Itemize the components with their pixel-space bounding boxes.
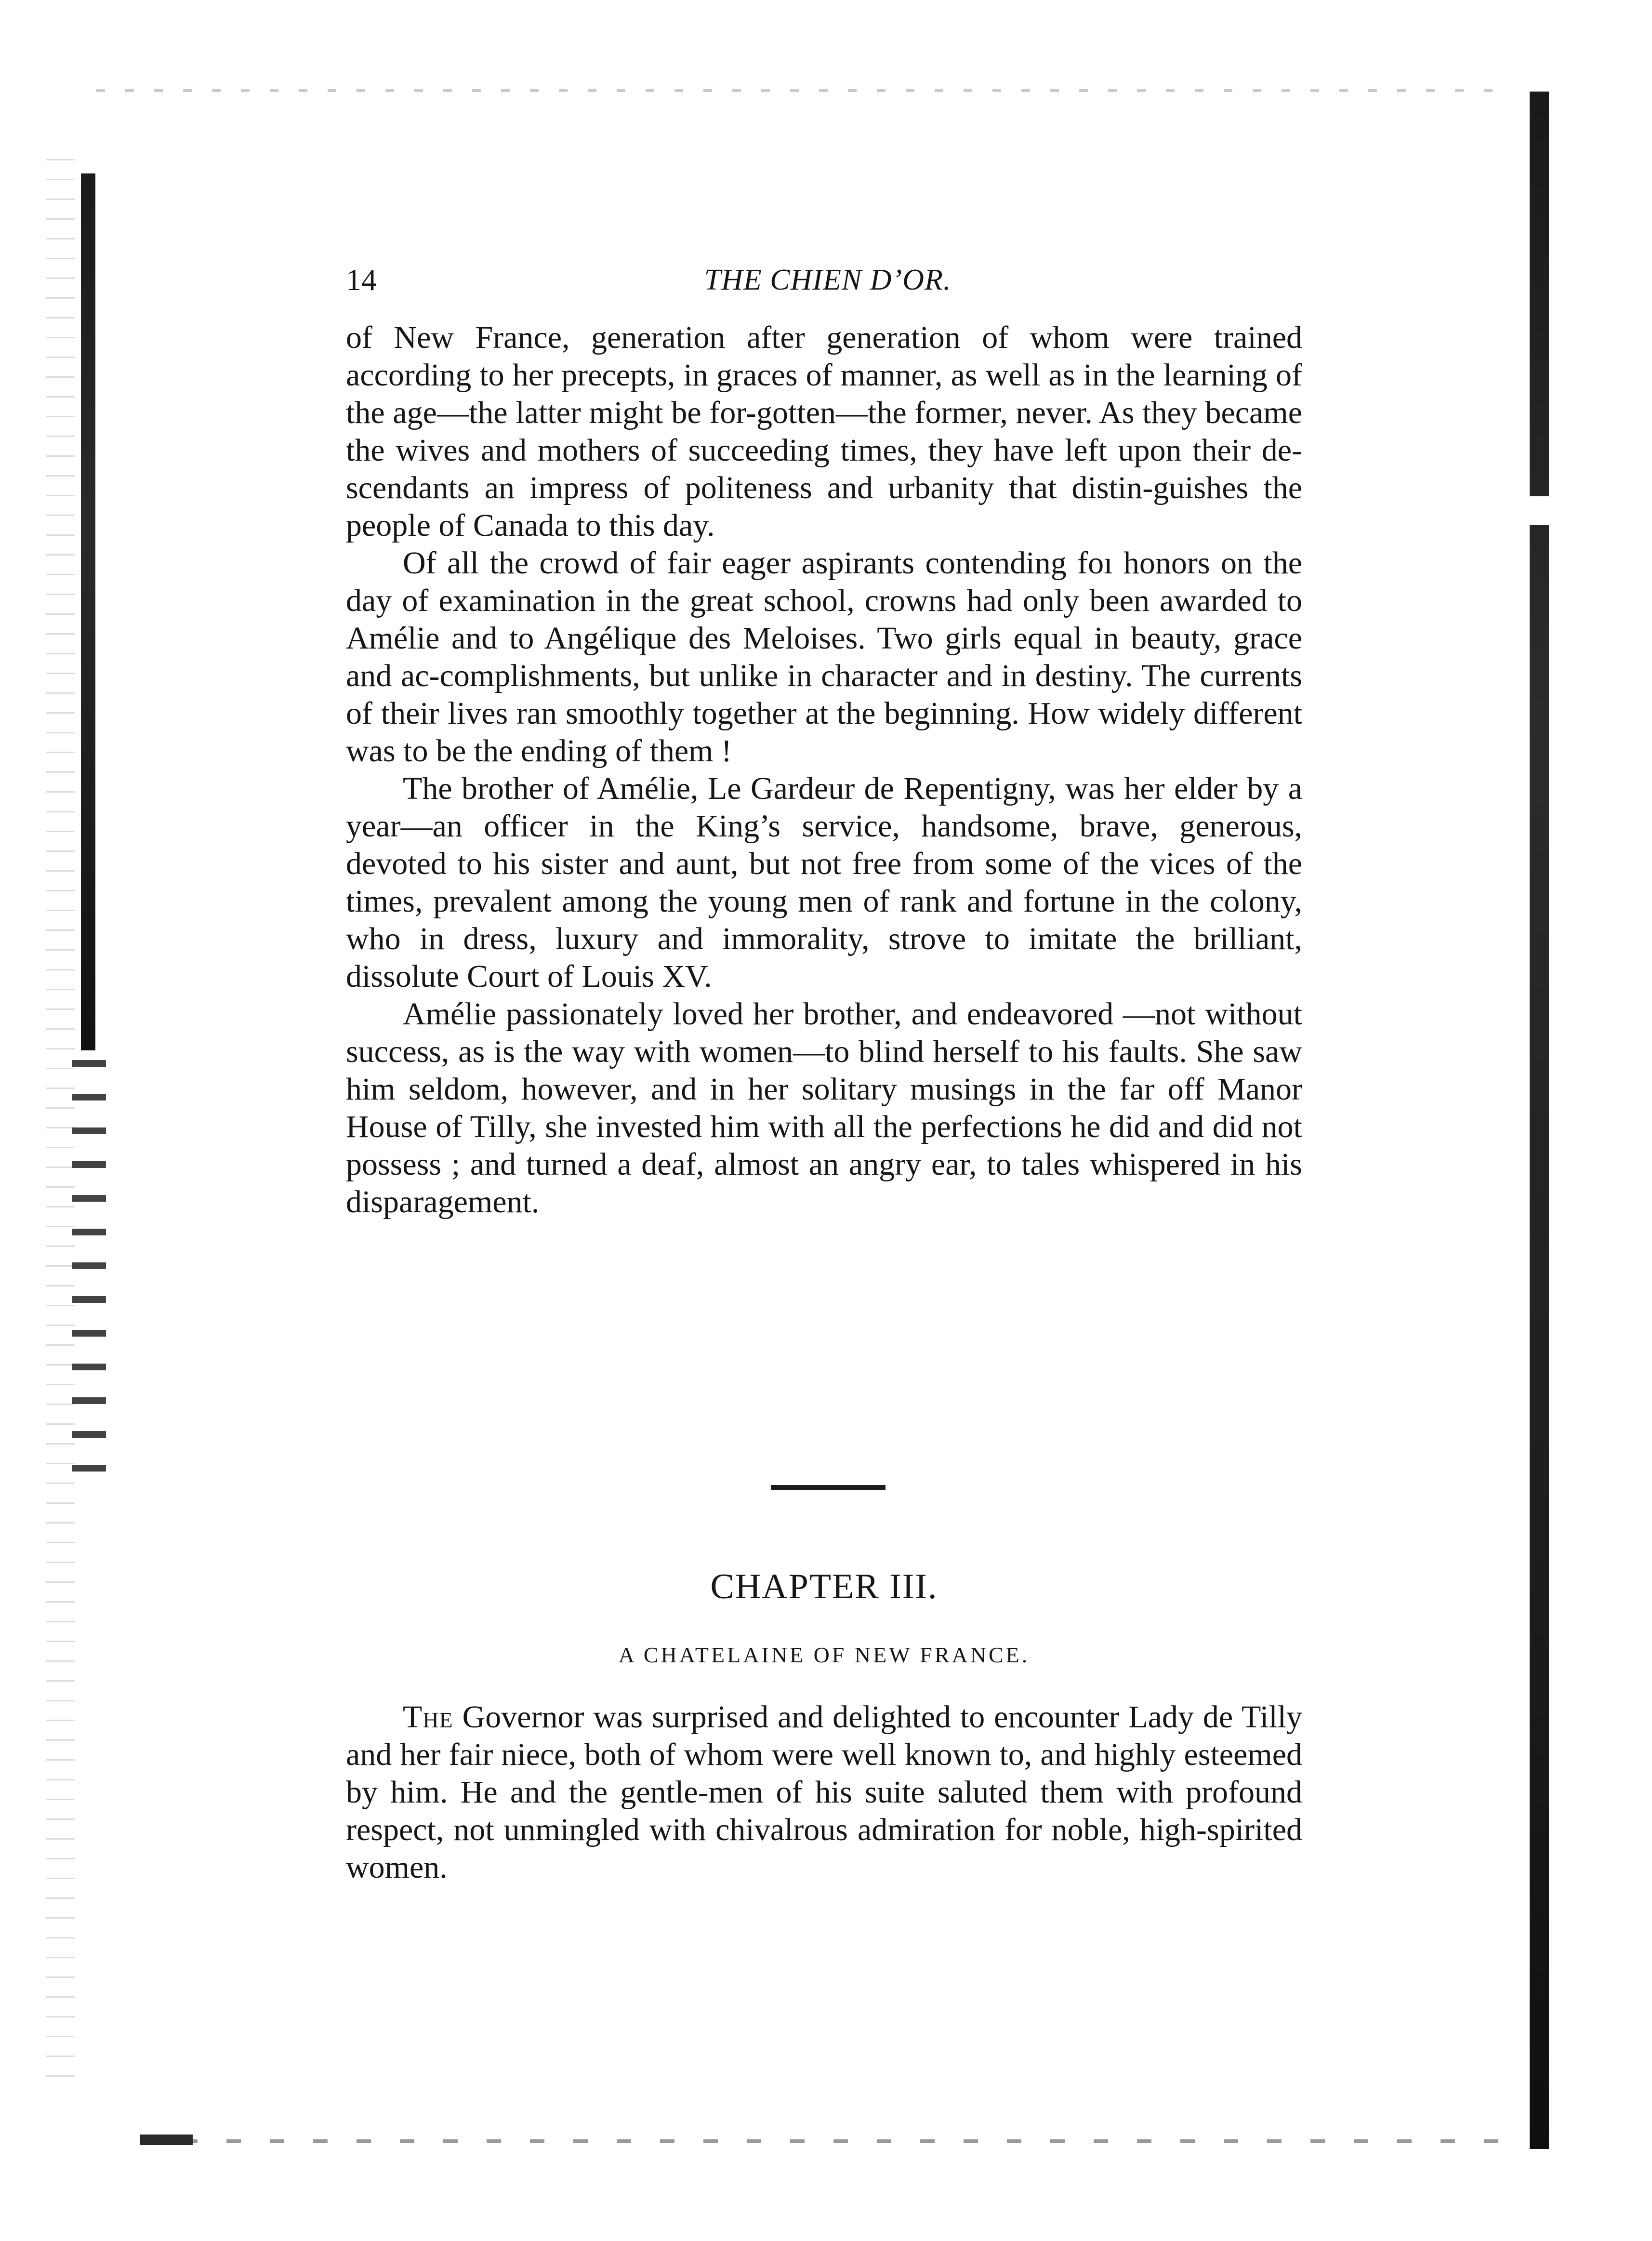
body-text	[346, 319, 1302, 1221]
chapter-first-paragraph	[346, 1698, 1302, 1886]
scan-page-edge-gap	[1530, 496, 1549, 525]
running-title: THE CHIEN D’OR.	[704, 264, 952, 296]
scan-top-noise	[96, 89, 1493, 92]
paragraph: The brother of Amélie, Le Gardeur de Repentigny, was her elder by a year—an officer in the King’s service, handsome, brave, generous, devoted to his sister and aunt, but not free from some of the vices of the times, prevalent among the young men of rank and fortune in the colony, who in dress, luxury and immorality, strove to imitate the brilliant, dissolute Court of Louis XV.	[346, 771, 1302, 994]
scan-speckle-left	[46, 159, 75, 2086]
chapter-heading: CHAPTER III.	[710, 1567, 938, 1606]
scan-binding-ticks-left	[72, 1060, 106, 1494]
page-number: 14	[346, 263, 377, 297]
scan-bottom-mark	[140, 2135, 193, 2145]
scan-page-edge-right	[1530, 92, 1549, 2149]
chapter-lead-word: The	[403, 1699, 453, 1735]
section-separator-rule	[771, 1485, 885, 1490]
scan-binding-edge-left	[81, 173, 95, 1050]
chapter-first-paragraph-text: Governor was surprised and delighted to encounter Lady de Tilly and her fair niece, both of whom were well known to, and highly esteemed by him. He and the gentle-men of his suite saluted them with profound respect, not unmingled with chivalrous admiration for noble, high-spirited women.	[346, 1699, 1302, 1885]
paragraph: Amélie passionately loved her brother, and endeavored —not without success, as is the way with women—to blind herself to his faults. She saw him seldom, however, and in her solitary musings in the far off Manor House of Tilly, she invested him with all the perfections he did and did not possess ; and turned a deaf, almost an angry ear, to tales whispered in his disparagement.	[346, 996, 1302, 1220]
scan-bottom-noise	[140, 2139, 1513, 2143]
paragraph: of New France, generation after generation of whom were trained according to her precepts, in graces of manner, as well as in the learning of the age—the latter might be for-gotten—the former, never. As they became the wives and mothers of succeeding times, they have left upon their de-scendants an impress of politeness and urbanity that distin-guishes the people of Canada to this day.	[346, 320, 1302, 543]
chapter-body-text	[346, 1698, 1302, 1886]
paragraph: Of all the crowd of fair eager aspirants contending foı honors on the day of examination in the great school, crowns had only been awarded to Amélie and to Angélique des Meloises. Two girls equal in beauty, grace and ac-complishments, but unlike in character and in destiny. The currents of their lives ran smoothly together at the beginning. How widely different was to be the ending of them !	[346, 545, 1302, 769]
chapter-subtitle: A CHATELAINE OF NEW FRANCE.	[618, 1643, 1030, 1667]
running-head	[346, 258, 1309, 302]
